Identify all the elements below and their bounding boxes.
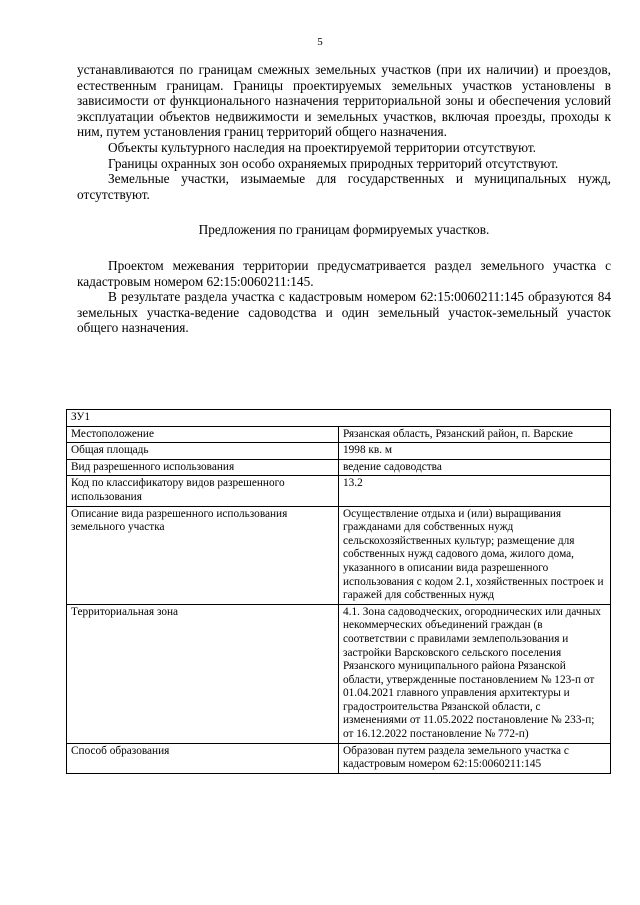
- table-row: [67, 476, 611, 506]
- table-row: [67, 743, 611, 773]
- row-label: Вид разрешенного использования: [67, 459, 339, 476]
- row-value: 13.2: [339, 476, 611, 506]
- row-value: Образован путем раздела земельного участка с кадастровым номером 62:15:0060211:145: [339, 743, 611, 773]
- paragraph-project: Проектом межевания территории предусматривается раздел земельного участка с кадастровым номером 62:15:0060211:145.: [77, 257, 611, 289]
- table-row: [67, 443, 611, 460]
- table-row: [67, 410, 611, 427]
- table-row: [67, 459, 611, 476]
- row-label: Код по классификатору видов разрешенного использования: [67, 476, 339, 506]
- table-row: [67, 506, 611, 604]
- row-label: Описание вида разрешенного использования земельного участка: [67, 506, 339, 604]
- row-label: Общая площадь: [67, 443, 339, 460]
- table-row: [67, 604, 611, 743]
- table-row: [67, 426, 611, 443]
- row-label: Местоположение: [67, 426, 339, 443]
- plot-id-cell: ЗУ1: [67, 410, 611, 427]
- section-heading: Предложения по границам формируемых участков.: [198, 222, 490, 238]
- plot-table: [66, 409, 611, 774]
- paragraph-seized-plots: Земельные участки, изымаемые для государственных и муниципальных нужд, отсутствуют.: [77, 171, 611, 202]
- paragraph-result: В результате раздела участка с кадастровым номером 62:15:0060211:145 образуются 84 земельных участка-ведение садоводства и один земельный участок-земельный участок общего назначения.: [77, 289, 611, 336]
- paragraph-protected-zones: Границы охранных зон особо охраняемых природных территорий отсутствуют.: [108, 155, 559, 171]
- body-text: [77, 62, 611, 336]
- page-number: 5: [317, 36, 323, 48]
- row-value: 1998 кв. м: [339, 443, 611, 460]
- row-label: Способ образования: [67, 743, 339, 773]
- paragraph-boundaries: устанавливаются по границам смежных земельных участков (при их наличии) и проездов, естественным границам. Границы проектируемых земельных участков установлены в зависимости от функционального назначения территориальной зоны и обеспечения условий эксплуатации объектов недвижимости и земельных участков, включая проезды, проходы к ним, путем установления границ территорий общего назначения.: [77, 62, 611, 140]
- paragraph-cultural-heritage: Объекты культурного наследия на проектируемой территории отсутствуют.: [108, 139, 536, 155]
- row-value: 4.1. Зона садоводческих, огороднических или дачных некоммерческих объединений граждан (в соответствии с правилами землепользования и застройки Варсковского сельского поселения Рязанского муниципального района Рязанской области, утвержденные постановлением № 123-п от 01.04.2021 главного управления архитектуры и градостроительства Рязанской области, с изменениями от 11.05.2022 постановление № 233-п; от 16.12.2022 постановление № 772-п): [339, 604, 611, 743]
- row-value: Осуществление отдыха и (или) выращивания гражданами для собственных нужд сельскохозяйственных культур; размещение для собственных нужд садового дома, жилого дома, указанного в описании вида разрешенного использования с кодом 2.1, хозяйственных построек и гаражей для собственных нужд: [339, 506, 611, 604]
- row-label: Территориальная зона: [67, 604, 339, 743]
- row-value: ведение садоводства: [339, 459, 611, 476]
- row-value: Рязанская область, Рязанский район, п. Варские: [339, 426, 611, 443]
